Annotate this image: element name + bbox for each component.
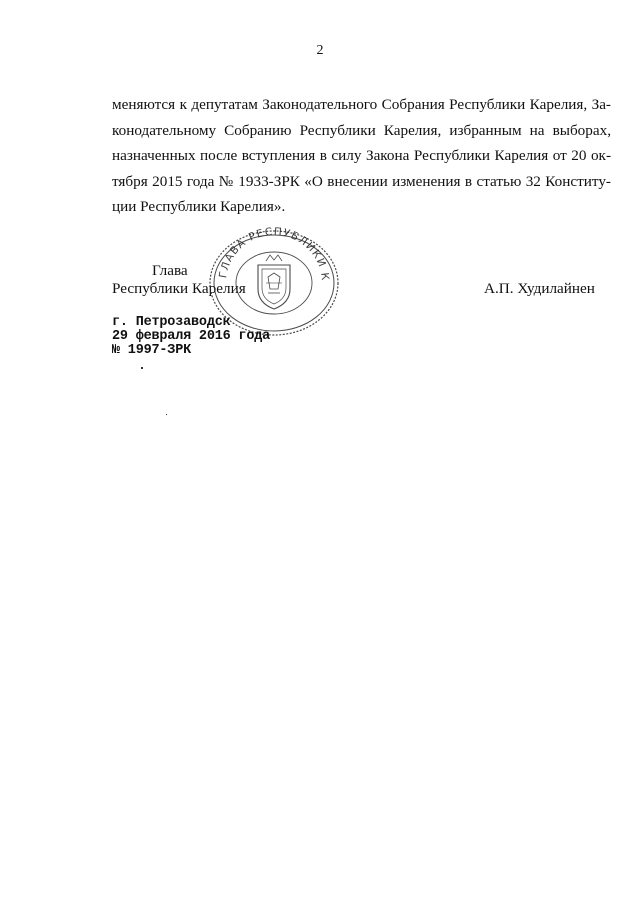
body-paragraph (112, 92, 611, 220)
signatory-title-line1: Глава (152, 262, 188, 279)
scan-speck (141, 367, 143, 369)
page-number: 2 (316, 43, 324, 58)
footer-number: № 1997-ЗРК (112, 343, 192, 358)
signatory-title-line2: Республики Карелия (112, 280, 246, 297)
footer-date: 29 февраля 2016 года (112, 329, 271, 344)
body-line: назначенных после вступления в силу Закона Республики Карелия от 20 ок- (112, 147, 611, 164)
body-line: тября 2015 года № 1933-ЗРК «О внесении изменения в статью 32 Конститу- (112, 172, 611, 190)
footer-city: г. Петрозаводск (112, 315, 231, 330)
body-line: ции Республики Карелия». (112, 198, 286, 215)
document-footer (112, 316, 270, 358)
seal-text: ГЛАВА РЕСПУБЛИКИ К (217, 227, 332, 282)
body-line: конодательному Собранию Республики Карелия, избранным на выборах, (112, 121, 611, 139)
signatory-name: А.П. Худилайнен (484, 280, 595, 297)
scan-speck (166, 414, 167, 415)
body-line: меняются к депутатам Законодательного Собрания Республики Карелия, За- (112, 96, 611, 113)
